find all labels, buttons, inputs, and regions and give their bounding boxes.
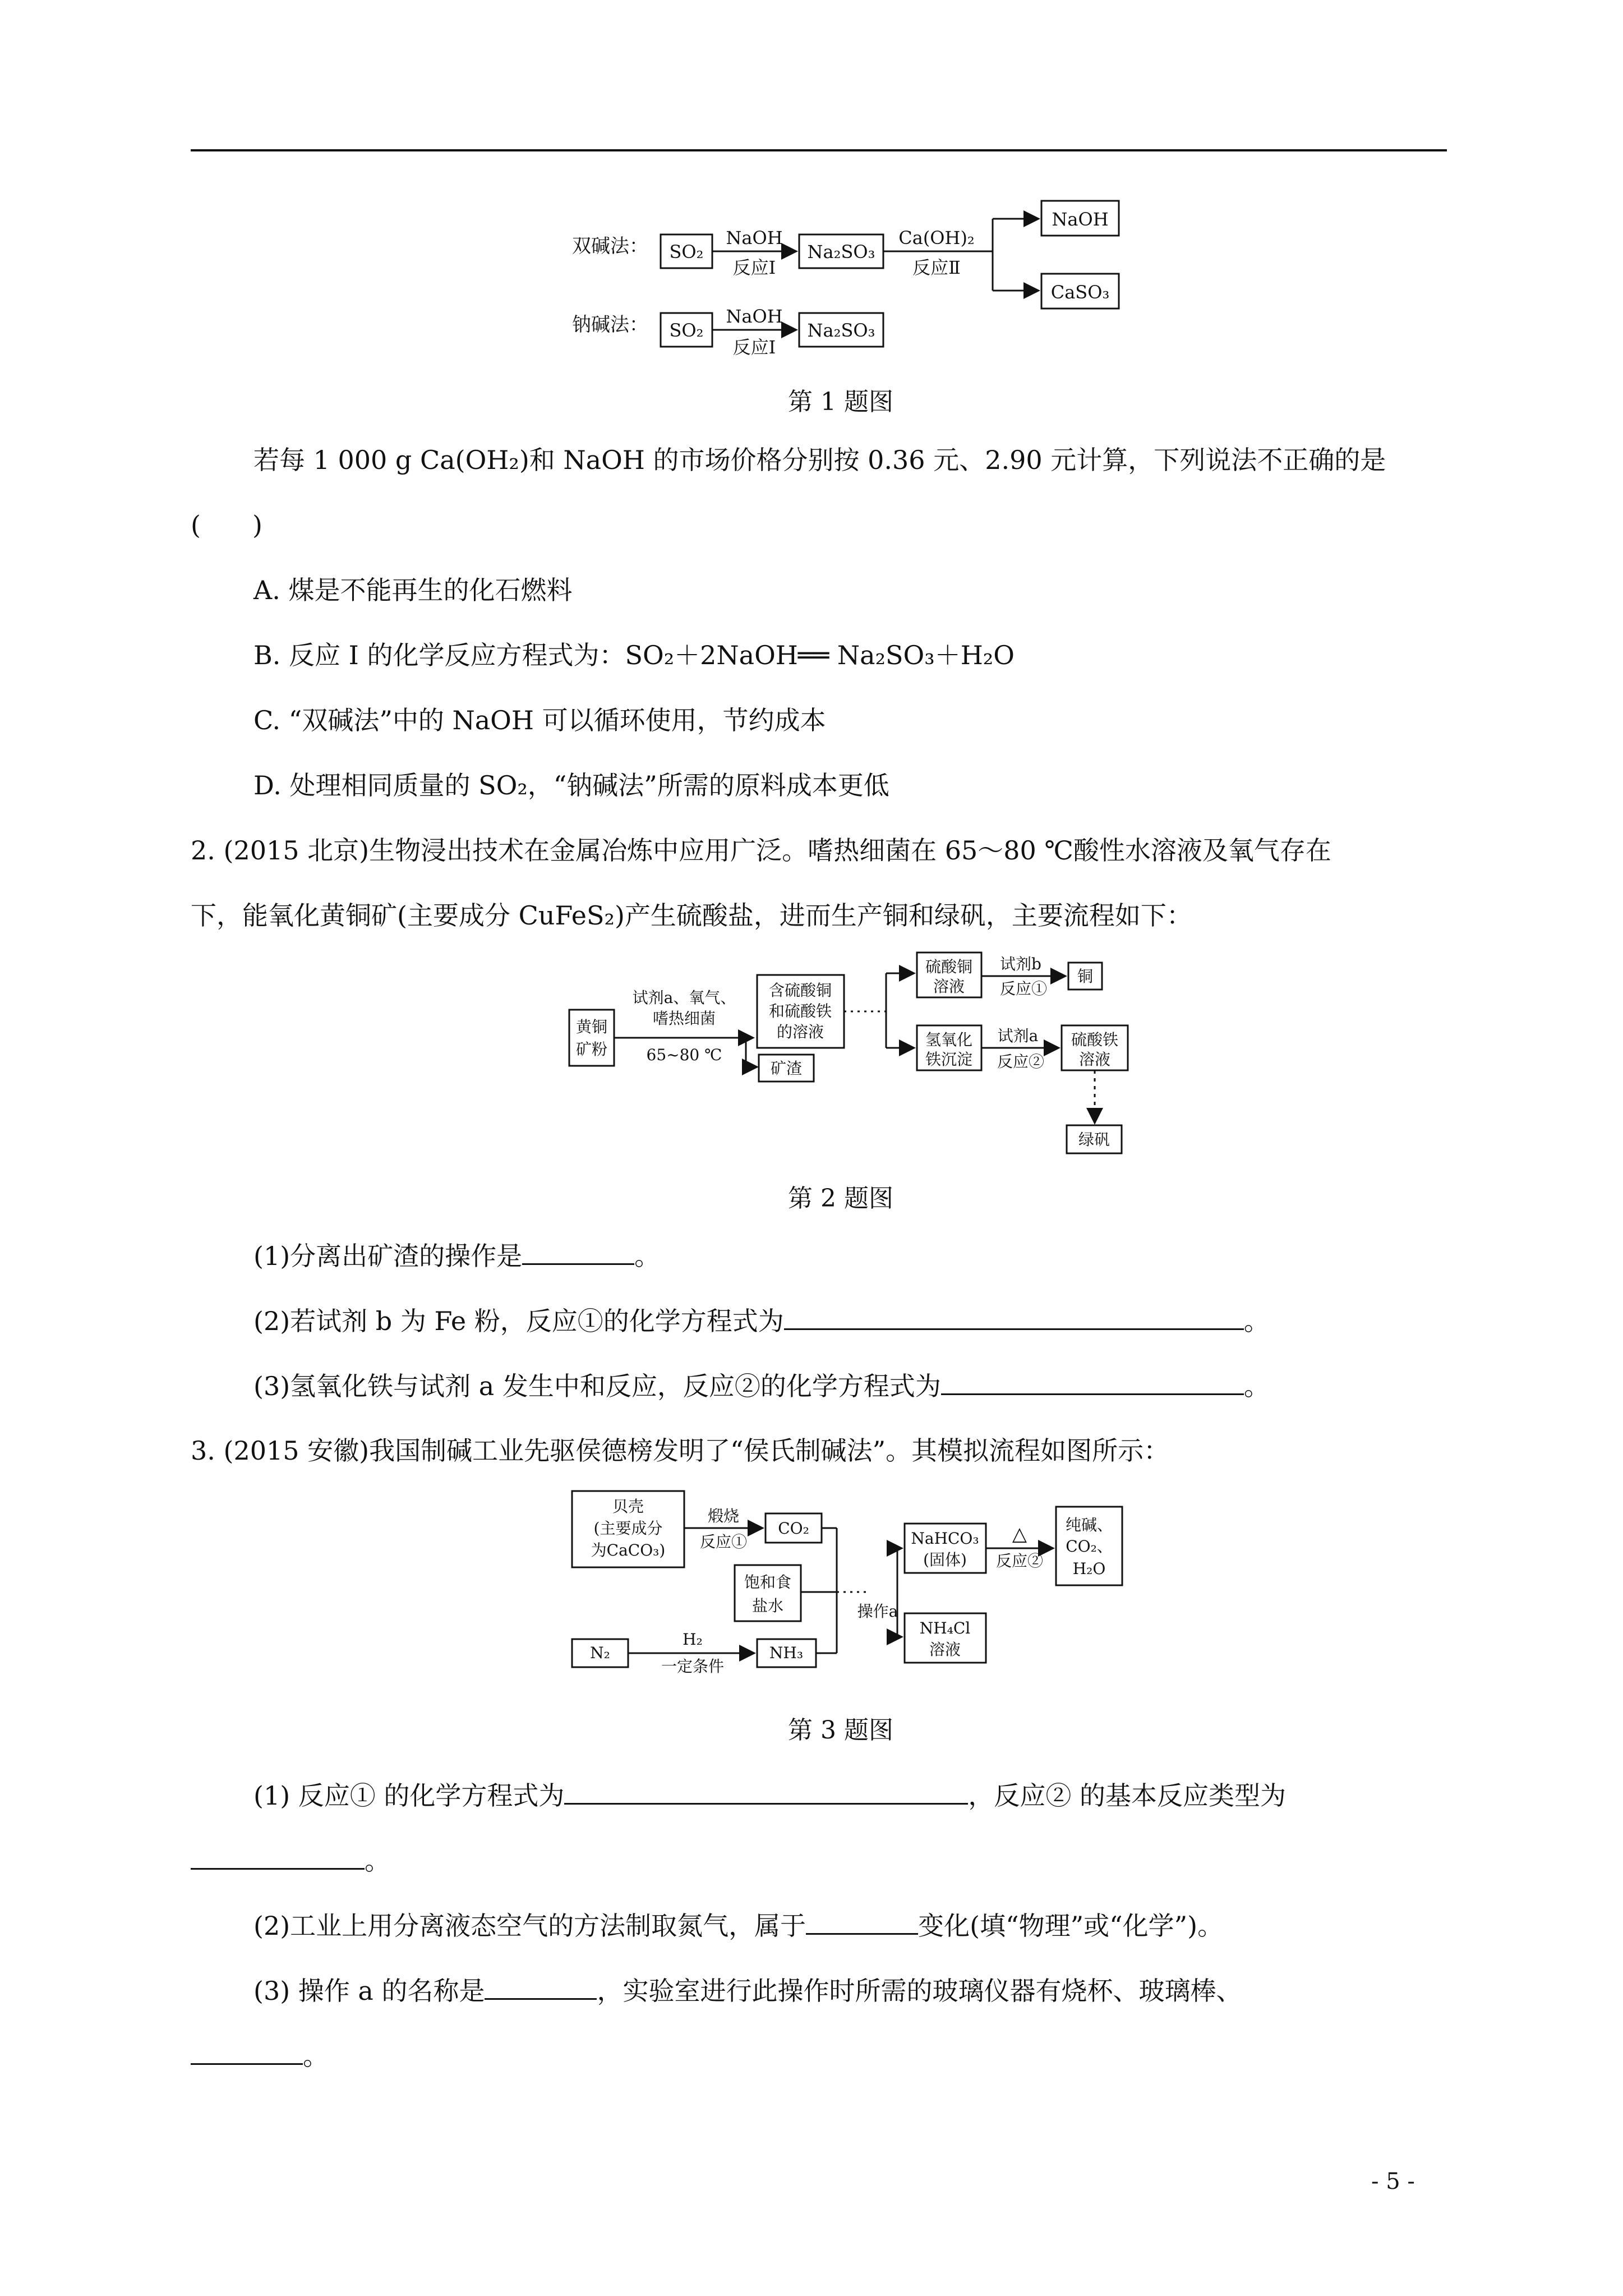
condition: 一定条件 [661,1657,725,1676]
q3-sub2 [253,1908,1223,1943]
ore-line2: 矿粉 [575,1040,608,1059]
cuso4-line1: 硫酸铜 [925,958,973,976]
q2-sub2-blank[interactable] [784,1304,1244,1330]
q3-sub1-blank2[interactable] [191,1843,365,1870]
label-na-jian: 钠碱法： [572,314,648,336]
q2-sub2-end: 。 [1243,1306,1270,1336]
naoh-out: NaOH [1052,209,1109,230]
q1-answer-paren: ( ) [191,510,262,540]
q2-stem-line1: 2. (2015 北京)生物浸出技术在金属冶炼中应用广泛。嗜热细菌在 65～80 ℃酸性水溶液及氧气存在 [191,835,1331,866]
q3-caption: 第 3 题图 [788,1716,893,1745]
q3-sub3-mid: ，实验室进行此操作时所需的玻璃仪器有烧杯、玻璃棒、 [597,1976,1242,2006]
nahco3-line1: NaHCO₃ [911,1529,979,1548]
cond-line3: 65~80 ℃ [646,1046,722,1064]
mix-line3: 的溶液 [776,1023,824,1041]
q2-sub1-blank[interactable] [522,1239,634,1265]
so2-top: SO₂ [669,241,704,263]
reagent-a: 试剂a [997,1027,1039,1045]
co2: CO₂ [778,1519,809,1538]
q3-sub3 [253,1973,1242,2008]
products-line3: H₂O [1072,1559,1106,1578]
copper: 铜 [1077,967,1094,986]
nh4cl-line2: 溶液 [929,1640,961,1659]
q1-option-c: C. “双碱法”中的 NaOH 可以循环使用，节约成本 [253,705,826,735]
nh4cl-line1: NH₄Cl [919,1619,971,1637]
rxn2: 反应② [995,1552,1044,1570]
q3-sub1 [253,1778,1286,1812]
q1-option-b: B. 反应 Ⅰ 的化学反应方程式为：SO₂＋2NaOH══ Na₂SO₃＋H₂O [253,640,1015,670]
q2-sub2-text: (2)若试剂 b 为 Fe 粉，反应①的化学方程式为 [253,1306,784,1336]
q3-sub3-blank1[interactable] [485,1973,597,2000]
na2so3-top: Na₂SO₃ [807,241,875,263]
shell-line1: 贝壳 [612,1497,644,1516]
q2-sub3-text: (3)氢氧化铁与试剂 a 发生中和反应，反应②的化学方程式为 [253,1371,941,1401]
feoh-line2: 铁沉淀 [925,1050,973,1069]
caoh2-reagent: Ca(OH)₂ [898,227,975,249]
naoh-reagent-bottom: NaOH [726,306,783,327]
mix-line2: 和硫酸铁 [768,1002,832,1020]
delta-symbol: △ [1012,1523,1027,1545]
q2-sub3-blank[interactable] [941,1369,1244,1395]
rxn1: 反应① [999,979,1048,998]
fe2so4-line1: 硫酸铁 [1071,1030,1119,1049]
nahco3-line2: (固体) [923,1550,967,1569]
q2-flow-diagram [566,948,1178,1161]
rxn1: 反应① [699,1533,748,1551]
q3-flow-diagram [566,1487,1172,1683]
q1-option-a: A. 煤是不能再生的化石燃料 [253,575,573,605]
q3-sub1-blank1[interactable] [564,1778,968,1805]
so2-bottom: SO₂ [669,320,704,341]
feoh-line1: 氢氧化 [925,1030,973,1049]
shell-line3: 为CaCO₃) [591,1541,666,1559]
q3-sub1-end: 。 [365,1846,390,1876]
cuso4-line2: 溶液 [933,977,965,996]
brine-line2: 盐水 [751,1596,784,1615]
q1-flow-diagram [561,191,1144,365]
cond-line2: 嗜热细菌 [652,1009,716,1028]
products-line2: CO₂、 [1066,1537,1113,1556]
n2: N₂ [590,1644,610,1662]
fe2so4-line2: 溶液 [1078,1050,1111,1069]
calcine: 煅烧 [707,1507,740,1525]
caso3: CaSO₃ [1050,282,1110,303]
q3-sub3-cont [191,2039,329,2073]
mix-line1: 含硫酸铜 [768,981,832,1000]
operation-a: 操作a [857,1602,898,1621]
cond-line1: 试剂a、氧气、 [632,988,736,1007]
header-rule [191,149,1447,151]
q2-stem-line2: 下，能氧化黄铜矿(主要成分 CuFeS₂)产生硫酸盐，进而生产铜和绿矾，主要流程如下： [191,900,1192,931]
page-number: - 5 - [1371,2169,1415,2194]
q3-sub1-cont [191,1843,390,1878]
q2-sub1-text: (1)分离出矿渣的操作是 [253,1241,523,1271]
q3-sub3-blank2[interactable] [191,2039,303,2065]
q2-sub1 [253,1239,660,1273]
q2-caption: 第 2 题图 [788,1184,893,1213]
rxn1-bottom: 反应Ⅰ [732,337,776,358]
q3-sub2-blank[interactable] [806,1908,918,1935]
shell-line2: (主要成分 [593,1519,663,1538]
q3-sub2-text: (2)工业上用分离液态空气的方法制取氮气，属于 [253,1911,806,1941]
q3-stem: 3. (2015 安徽)我国制碱工业先驱侯德榜发明了“侯氏制碱法”。其模拟流程如图所示： [191,1435,1170,1466]
q2-sub3-end: 。 [1243,1371,1270,1401]
q3-sub3-end: 。 [303,2041,329,2071]
q1-caption: 第 1 题图 [788,388,893,416]
naoh-reagent-top: NaOH [726,227,783,249]
label-shuang-jian: 双碱法： [572,235,648,257]
q3-sub1-mid: ，反应② 的基本反应类型为 [968,1780,1287,1811]
rxn1-top: 反应Ⅰ [732,257,776,278]
q3-sub2-end: 变化(填“物理”或“化学”)。 [918,1911,1224,1941]
q1-option-d: D. 处理相同质量的 SO₂，“钠碱法”所需的原料成本更低 [253,770,889,800]
q3-sub1-text: (1) 反应① 的化学方程式为 [253,1780,565,1811]
rxn2: 反应② [997,1052,1045,1071]
na2so3-bottom: Na₂SO₃ [807,320,875,341]
q3-sub3-text: (3) 操作 a 的名称是 [253,1976,485,2006]
ore-line1: 黄铜 [575,1018,608,1036]
green-vitriol: 绿矾 [1078,1130,1110,1149]
slag: 矿渣 [770,1059,803,1078]
q1-stem: 若每 1 000 g Ca(OH₂)和 NaOH 的市场价格分别按 0.36 元、2.90 元计算，下列说法不正确的是 [253,445,1386,475]
rxn2: 反应Ⅱ [912,257,961,278]
h2: H₂ [683,1630,703,1649]
q2-sub2 [253,1304,1270,1338]
reagent-b: 试剂b [1000,955,1041,973]
q2-sub1-end: 。 [634,1241,661,1271]
q2-sub3 [253,1369,1270,1403]
nh3: NH₃ [769,1644,804,1662]
brine-line1: 饱和食 [744,1573,792,1591]
products-line1: 纯碱、 [1065,1516,1113,1534]
